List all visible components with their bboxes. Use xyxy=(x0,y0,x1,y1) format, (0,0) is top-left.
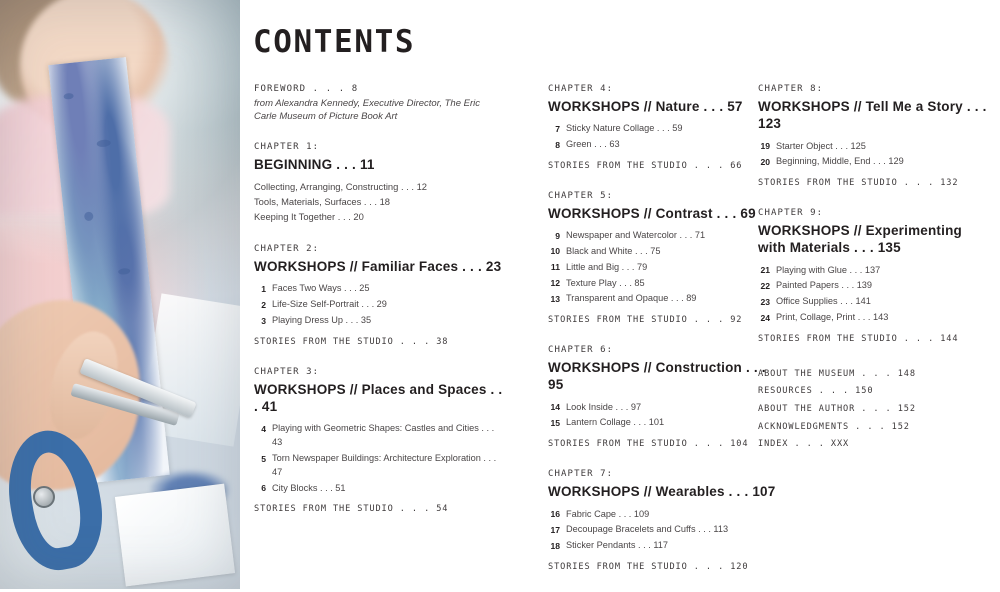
workshop-number: 6 xyxy=(261,483,266,494)
list-item[interactable] xyxy=(254,298,504,312)
chapter-title: WORKSHOPS // Contrast . . . 69 xyxy=(548,205,756,221)
workshop-number: 19 xyxy=(760,141,770,152)
list-item[interactable] xyxy=(548,138,778,152)
list-item[interactable] xyxy=(758,264,988,278)
workshop-number: 3 xyxy=(261,315,266,326)
workshop-title: Transparent and Opaque . . . 89 xyxy=(566,293,697,304)
list-item[interactable] xyxy=(758,140,988,154)
workshop-number: 20 xyxy=(760,156,770,167)
workshop-number: 9 xyxy=(555,230,560,241)
workshop-number: 21 xyxy=(760,265,770,276)
workshop-title: Torn Newspaper Buildings: Architecture Exploration . . . 47 xyxy=(272,453,497,477)
workshop-list xyxy=(548,508,778,553)
workshop-number: 17 xyxy=(550,524,560,535)
workshop-title: Little and Big . . . 79 xyxy=(566,261,648,272)
workshop-number: 16 xyxy=(550,509,560,519)
list-item[interactable] xyxy=(548,508,778,522)
chapter-label: CHAPTER 6: xyxy=(548,345,614,356)
workshop-title: Fabric Cape . . . 109 xyxy=(566,508,650,519)
chapter-title: WORKSHOPS // Wearables . . . 107 xyxy=(548,484,776,500)
workshop-number: 5 xyxy=(261,453,266,464)
list-item[interactable] xyxy=(758,295,988,309)
workshop-title: Print, Collage, Print . . . 143 xyxy=(776,312,889,323)
chapter-label: CHAPTER 2: xyxy=(254,244,320,255)
stories-from-the-studio[interactable]: STORIES FROM THE STUDIO . . . 38 xyxy=(254,336,449,347)
list-item[interactable] xyxy=(548,229,778,243)
backmatter-item-index[interactable]: INDEX . . . XXX xyxy=(758,439,850,450)
chapter-entry-9[interactable] xyxy=(758,208,988,344)
workshop-number: 10 xyxy=(550,246,560,257)
chapter-label: CHAPTER 7: xyxy=(548,469,614,480)
workshop-list xyxy=(548,229,778,306)
stories-from-the-studio[interactable]: STORIES FROM THE STUDIO . . . 66 xyxy=(548,160,743,171)
contents-column-2 xyxy=(548,84,778,592)
stories-from-the-studio[interactable]: STORIES FROM THE STUDIO . . . 92 xyxy=(548,315,743,326)
chapter-entry-1[interactable] xyxy=(254,142,504,224)
workshop-title: Sticky Nature Collage . . . 59 xyxy=(566,123,683,134)
list-item[interactable] xyxy=(548,277,778,291)
list-item[interactable] xyxy=(758,155,988,169)
chapter-entry-8[interactable] xyxy=(758,84,988,188)
workshop-number: 4 xyxy=(261,423,266,434)
workshop-list xyxy=(758,140,988,170)
stories-from-the-studio[interactable]: STORIES FROM THE STUDIO . . . 132 xyxy=(758,178,959,189)
contents-column-1 xyxy=(254,84,504,534)
workshop-title: Green . . . 63 xyxy=(566,139,620,150)
list-item[interactable] xyxy=(548,523,778,537)
workshop-title: Playing Dress Up . . . 35 xyxy=(272,315,372,326)
workshop-list xyxy=(758,264,988,325)
list-item[interactable] xyxy=(548,539,778,553)
workshop-list xyxy=(254,282,504,327)
workshop-number: 18 xyxy=(550,540,560,551)
workshop-title: Faces Two Ways . . . 25 xyxy=(272,283,370,294)
foreword-heading: FOREWORD . . . 8 xyxy=(254,84,359,94)
stories-from-the-studio[interactable]: STORIES FROM THE STUDIO . . . 144 xyxy=(758,333,959,344)
chapter-title: WORKSHOPS // Familiar Faces . . . 23 xyxy=(254,259,502,275)
list-item[interactable] xyxy=(548,292,778,306)
list-item[interactable]: Collecting, Arranging, Constructing . . . 12 xyxy=(254,181,428,193)
workshop-title: Playing with Glue . . . 137 xyxy=(776,264,881,275)
workshop-number: 15 xyxy=(550,417,560,428)
chapter-entry-7[interactable] xyxy=(548,469,778,572)
list-item[interactable] xyxy=(548,245,778,259)
workshop-title: Beginning, Middle, End . . . 129 xyxy=(776,156,904,167)
workshop-number: 24 xyxy=(760,312,770,323)
chapter-entry-6[interactable] xyxy=(548,345,778,449)
chapter-entry-5[interactable] xyxy=(548,191,778,325)
chapter-label: CHAPTER 4: xyxy=(548,84,614,94)
workshop-title: Sticker Pendants . . . 117 xyxy=(566,540,668,551)
list-item[interactable] xyxy=(254,314,504,328)
chapter-label: CHAPTER 5: xyxy=(548,190,614,201)
list-item[interactable]: Tools, Materials, Surfaces . . . 18 xyxy=(254,196,390,208)
workshop-title: Black and White . . . 75 xyxy=(566,245,661,256)
workshop-title: Lantern Collage . . . 101 xyxy=(566,417,665,428)
workshop-number: 11 xyxy=(550,262,560,273)
chapter-section-list xyxy=(254,180,504,224)
chapter-title: WORKSHOPS // Tell Me a Story . . . 123 xyxy=(758,99,987,132)
workshop-title: Starter Object . . . 125 xyxy=(776,140,866,151)
list-item[interactable] xyxy=(548,416,778,430)
workshop-title: Playing with Geometric Shapes: Castles and Cities . . . 43 xyxy=(272,423,495,448)
chapter-title: WORKSHOPS // Experimenting with Materials . . . 135 xyxy=(758,223,962,256)
list-item[interactable] xyxy=(758,279,988,293)
workshop-list xyxy=(548,401,778,431)
workshop-number: 1 xyxy=(261,283,266,294)
list-item[interactable] xyxy=(254,482,504,496)
list-item[interactable] xyxy=(758,311,988,325)
chapter-entry-2[interactable] xyxy=(254,244,504,347)
workshop-list xyxy=(254,422,504,495)
chapter-title: WORKSHOPS // Nature . . . 57 xyxy=(548,99,743,114)
backmatter-item-acknowledgments[interactable]: ACKNOWLEDGMENTS . . . 152 xyxy=(758,421,910,432)
cover-photo xyxy=(0,0,240,589)
workshop-number: 12 xyxy=(550,278,560,289)
backmatter-list xyxy=(758,366,988,454)
chapter-title: BEGINNING . . . 11 xyxy=(254,157,375,173)
chapter-entry-4[interactable] xyxy=(548,84,778,171)
workshop-title: Painted Papers . . . 139 xyxy=(776,280,873,291)
workshop-title: Decoupage Bracelets and Cuffs . . . 113 xyxy=(566,524,729,535)
chapter-label: CHAPTER 9: xyxy=(758,208,824,219)
workshop-number: 7 xyxy=(555,123,560,134)
list-item[interactable] xyxy=(254,422,504,450)
list-item[interactable] xyxy=(548,261,778,275)
workshop-title: Texture Play . . . 85 xyxy=(566,277,645,288)
chapter-entry-3[interactable] xyxy=(254,367,504,515)
page-title: CONTENTS xyxy=(253,24,416,60)
workshop-title: Look Inside . . . 97 xyxy=(566,401,642,412)
photo-vignette xyxy=(0,0,240,589)
stories-from-the-studio[interactable]: STORIES FROM THE STUDIO . . . 54 xyxy=(254,504,449,515)
workshop-number: 2 xyxy=(261,299,266,310)
workshop-number: 22 xyxy=(760,280,770,291)
backmatter-item-about-the-museum[interactable]: ABOUT THE MUSEUM . . . 148 xyxy=(758,368,916,379)
workshop-title: Office Supplies . . . 141 xyxy=(776,296,871,307)
chapter-title: WORKSHOPS // Places and Spaces . . . 41 xyxy=(254,381,503,415)
workshop-number: 8 xyxy=(555,139,560,150)
foreword-entry[interactable] xyxy=(254,84,504,123)
chapter-label: CHAPTER 3: xyxy=(254,366,320,377)
chapter-label: CHAPTER 8: xyxy=(758,84,824,94)
contents-column-3 xyxy=(758,84,988,454)
workshop-number: 13 xyxy=(550,293,560,304)
workshop-list xyxy=(548,122,778,152)
workshop-title: Life-Size Self-Portrait . . . 29 xyxy=(272,299,387,310)
stories-from-the-studio[interactable]: STORIES FROM THE STUDIO . . . 120 xyxy=(548,561,749,572)
chapter-title: WORKSHOPS // Construction . . . 95 xyxy=(548,360,766,393)
workshop-number: 23 xyxy=(760,296,770,307)
backmatter-item-about-the-author[interactable]: ABOUT THE AUTHOR . . . 152 xyxy=(758,404,916,415)
list-item[interactable] xyxy=(254,452,504,480)
list-item[interactable]: Keeping It Together . . . 20 xyxy=(254,210,364,222)
contents-area xyxy=(240,0,1000,589)
workshop-number: 14 xyxy=(550,402,560,413)
list-item[interactable] xyxy=(254,282,504,296)
chapter-label: CHAPTER 1: xyxy=(254,142,320,153)
stories-from-the-studio[interactable]: STORIES FROM THE STUDIO . . . 104 xyxy=(548,439,749,450)
backmatter-item-resources[interactable]: RESOURCES . . . 150 xyxy=(758,386,874,397)
workshop-title: City Blocks . . . 51 xyxy=(272,482,346,493)
list-item[interactable] xyxy=(548,122,778,136)
workshop-title: Newspaper and Watercolor . . . 71 xyxy=(566,230,706,241)
list-item[interactable] xyxy=(548,401,778,415)
foreword-attribution: from Alexandra Kennedy, Executive Director, The Eric Carle Museum of Picture Book Art xyxy=(254,98,480,123)
